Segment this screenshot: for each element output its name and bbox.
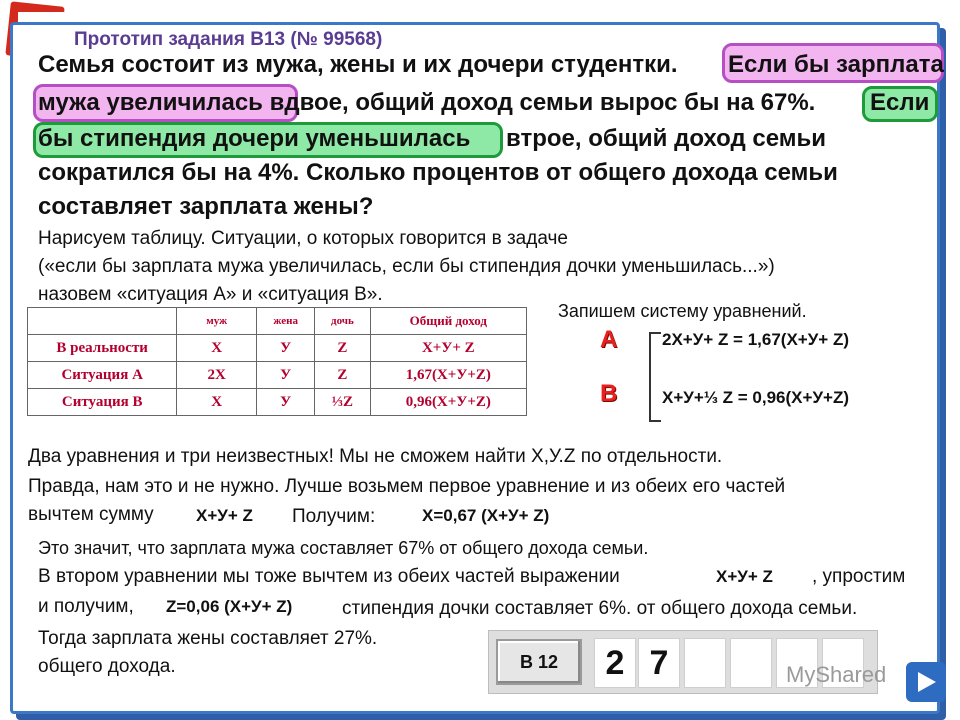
intro-line-3: назовем «ситуация А» и «ситуация В». (38, 284, 383, 305)
table-cell: В реальности (28, 335, 177, 362)
problem-line-2b: Если (870, 89, 930, 116)
table-row (28, 389, 527, 416)
table-cell: 2X (177, 362, 257, 389)
problem-line-2a: мужа увеличилась вдвое, общий доход семьи вырос бы на 67%. (38, 89, 816, 116)
table-header-cell: Общий доход (370, 308, 526, 335)
table-header-cell (28, 308, 177, 335)
table-header-cell: муж (177, 308, 257, 335)
table-cell: X+У+ Z (370, 335, 526, 362)
table-cell: ⅓Z (315, 389, 370, 416)
table-cell: Z (315, 335, 370, 362)
problem-line-1b: Если бы зарплата (728, 51, 944, 78)
solution-line-8: общего дохода. (38, 656, 176, 677)
answer-cell[interactable] (684, 638, 726, 688)
table-cell: 0,96(X+У+Z) (370, 389, 526, 416)
table-cell: У (257, 389, 315, 416)
table-cell: Ситуация А (28, 362, 177, 389)
solution-line-5c: , упростим (812, 566, 906, 587)
intro-line-2: («если бы зарплата мужа увеличилась, если бы стипендия дочки уменьшилась...») (38, 256, 775, 277)
page-title: Прототип задания В13 (№ 99568) (74, 29, 383, 50)
table-row (28, 362, 527, 389)
income-table (27, 307, 527, 416)
answer-cell[interactable]: 2 (594, 638, 636, 688)
table-cell: X (177, 389, 257, 416)
system-brace (649, 332, 661, 422)
table-header-cell: жена (257, 308, 315, 335)
solution-line-5a: В втором уравнении мы тоже вычтем из обеих частей выражении (38, 566, 620, 587)
problem-line-3a: бы стипендия дочери уменьшилась (38, 125, 471, 152)
solution-line-6a: и получим, (38, 596, 134, 617)
table-cell: У (257, 335, 315, 362)
solution-line-7: Тогда зарплата жены составляет 27%. (38, 628, 378, 649)
solution-z-result: Z=0,06 (X+У+ Z) (166, 597, 293, 616)
answer-cell[interactable]: 7 (638, 638, 680, 688)
solution-result-label: Получим: (292, 506, 376, 527)
table-header-cell: дочь (315, 308, 370, 335)
table-cell: X (177, 335, 257, 362)
next-arrow-button[interactable] (906, 662, 946, 702)
table-cell: Ситуация В (28, 389, 177, 416)
arrow-right-icon (906, 662, 946, 702)
table-cell: 1,67(X+У+Z) (370, 362, 526, 389)
intro-line-1: Нарисуем таблицу. Ситуации, о которых говорится в задаче (38, 228, 568, 249)
solution-sum: X+У+ Z (196, 506, 253, 525)
answer-task-button[interactable]: В 12 (496, 639, 582, 685)
problem-line-1a: Семья состоит из мужа, жены и их дочери студентки. (38, 51, 678, 78)
situation-a-label: А (600, 326, 618, 353)
system-caption: Запишем систему уравнений. (558, 301, 807, 321)
table-cell: У (257, 362, 315, 389)
solution-line-1: Два уравнения и три неизвестных! Мы не сможем найти X,У.Z по отдельности. (28, 446, 723, 467)
solution-line-3a: вычтем сумму (28, 504, 154, 525)
table-cell: Z (315, 362, 370, 389)
watermark-text: MyShared (786, 662, 887, 687)
equation-b: X+У+⅓ Z = 0,96(X+У+Z) (662, 388, 849, 407)
solution-line-5b: X+У+ Z (716, 567, 773, 586)
solution-line-6c: стипендия дочки составляет 6%. от общего дохода семьи. (342, 598, 858, 619)
solution-line-2: Правда, нам это и не нужно. Лучше возьмем первое уравнение и из обеих его частей (28, 476, 786, 497)
table-row (28, 335, 527, 362)
problem-line-3b: втрое, общий доход семьи (506, 125, 827, 152)
problem-line-5: составляет зарплата жены? (38, 193, 374, 220)
answer-cell[interactable] (730, 638, 772, 688)
situation-b-label: В (600, 380, 618, 407)
problem-line-4: сократился бы на 4%. Сколько процентов от общего дохода семьи (38, 159, 838, 186)
equation-a: 2X+У+ Z = 1,67(X+У+ Z) (662, 330, 849, 349)
solution-x-result: X=0,67 (X+У+ Z) (422, 506, 550, 525)
solution-line-4: Это значит, что зарплата мужа составляет 67% от общего дохода семьи. (38, 538, 649, 558)
table-header-row (28, 308, 527, 335)
